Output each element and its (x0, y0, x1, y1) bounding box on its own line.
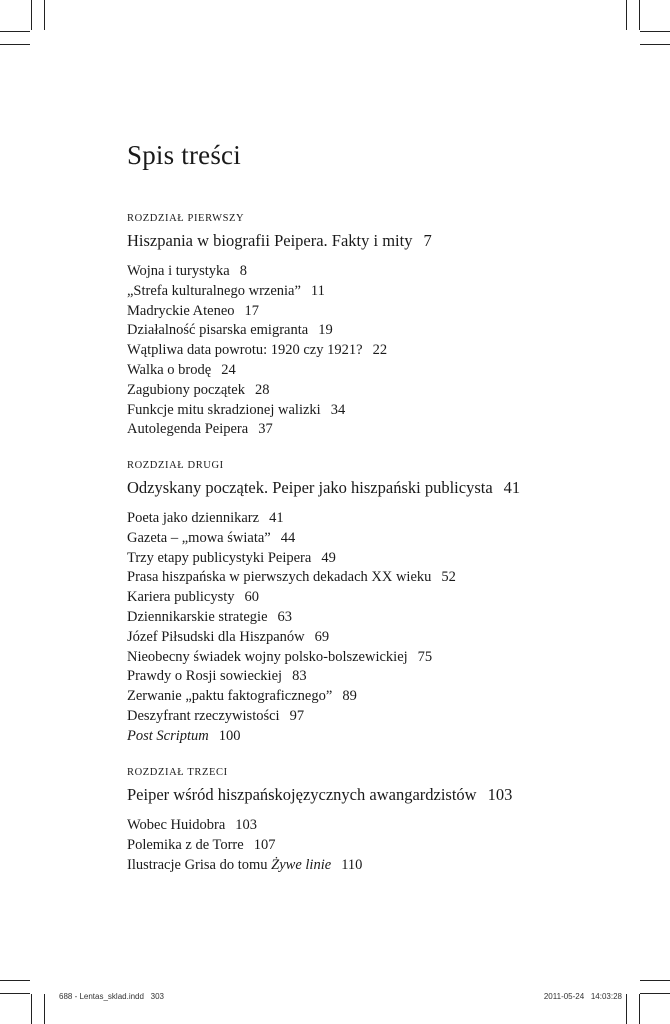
entry-list (127, 509, 647, 747)
chapter-title: Odzyskany początek. Peiper jako hiszpański publicysta (127, 478, 493, 497)
toc-section-3 (127, 766, 647, 875)
entry-page: 107 (253, 836, 276, 853)
entry-page: 89 (342, 688, 357, 705)
toc-entry (127, 608, 647, 628)
chapter-page: 41 (503, 478, 521, 497)
entry-title: Prawdy o Rosji sowieckiej (127, 668, 283, 685)
entry-page: 41 (269, 510, 284, 526)
entry-page: 49 (321, 549, 336, 566)
entry-page: 24 (221, 361, 236, 378)
entry-page: 44 (280, 529, 296, 546)
chapter-title: Peiper wśród hiszpańskojęzycznych awangardzistów (127, 785, 477, 804)
entry-title-prefix: Ilustracje Grisa do tomu (127, 856, 272, 873)
chapter-page: 103 (487, 785, 513, 804)
entry-page: 52 (441, 569, 456, 586)
entry-title: Autolegenda Peipera (127, 421, 249, 438)
entry-page: 63 (277, 608, 293, 625)
toc-entry (127, 341, 647, 361)
entry-page: 11 (310, 282, 325, 299)
toc-entry (127, 401, 647, 421)
chapter-page: 7 (423, 231, 432, 250)
chapter-heading (127, 784, 647, 806)
toc-entry (127, 648, 647, 668)
entry-title-italic: Żywe linie (271, 856, 332, 873)
entry-title: Madryckie Ateneo (127, 302, 235, 319)
entry-list (127, 816, 647, 875)
toc-entry (127, 816, 647, 836)
entry-page: 100 (218, 727, 241, 744)
toc-entry (127, 588, 647, 608)
chapter-title: Hiszpania w biografii Peipera. Fakty i mity (127, 231, 413, 250)
entry-page: 37 (258, 421, 273, 438)
toc-entry (127, 420, 647, 440)
crop-mark (626, 0, 627, 30)
entry-title: Post Scriptum (127, 727, 209, 744)
toc-section-1 (127, 212, 647, 440)
entry-title: Dziennikarskie strategie (127, 608, 268, 625)
entry-title: Polemika z de Torre (127, 836, 244, 853)
crop-mark (639, 994, 640, 1024)
crop-mark (639, 0, 640, 30)
crop-mark (640, 980, 670, 981)
entry-title: Deszyfrant rzeczywistości (127, 707, 280, 724)
entry-page: 97 (289, 707, 305, 724)
entry-page: 103 (235, 817, 258, 833)
crop-mark (640, 31, 670, 32)
toc-entry (127, 381, 647, 401)
crop-mark (0, 993, 30, 994)
toc-entry (127, 687, 647, 707)
entry-title: „Strefa kulturalnego wrzenia” (127, 282, 301, 299)
entry-page: 34 (330, 401, 346, 418)
footer-file-info: 688 - Lentas_sklad.indd 303 (59, 992, 164, 1001)
chapter-heading (127, 230, 647, 252)
entry-page: 17 (244, 302, 260, 319)
toc-entry (127, 549, 647, 569)
crop-mark (31, 994, 32, 1024)
entry-title: Wobec Huidobra (127, 817, 226, 833)
entry-title: Gazeta – „mowa świata” (127, 529, 271, 546)
entry-title: Poeta jako dziennikarz (127, 510, 260, 526)
toc-section-2 (127, 459, 647, 747)
toc-entry (127, 321, 647, 341)
toc-entry (127, 529, 647, 549)
entry-title: Józef Piłsudski dla Hiszpanów (127, 628, 305, 645)
entry-title: Funkcje mitu skradzionej walizki (127, 401, 321, 418)
crop-mark (626, 994, 627, 1024)
toc-entry (127, 509, 647, 529)
entry-page: 83 (292, 668, 307, 685)
toc-entry (127, 361, 647, 381)
toc-entry (127, 628, 647, 648)
toc-entry (127, 836, 647, 856)
footer-datetime: 2011-05-24 14:03:28 (543, 992, 622, 1001)
chapter-label: ROZDZIAŁ TRZECI (127, 767, 228, 778)
toc-entry (127, 568, 647, 588)
toc-entry (127, 856, 647, 876)
entry-title: Wojna i turystyka (127, 263, 230, 279)
entry-title: Prasa hiszpańska w pierwszych dekadach XX wieku (127, 569, 432, 586)
chapter-label: ROZDZIAŁ DRUGI (127, 460, 224, 471)
entry-title: Wątpliwa data powrotu: 1920 czy 1921? (127, 342, 363, 359)
entry-page: 8 (239, 263, 247, 279)
crop-mark (640, 44, 670, 45)
page-title: Spis treści (127, 140, 241, 170)
entry-page: 69 (314, 628, 330, 645)
entry-page: 28 (254, 381, 270, 398)
entry-title: Kariera publicysty (127, 589, 235, 606)
entry-page: 22 (372, 342, 388, 359)
toc-entry (127, 667, 647, 687)
chapter-label: ROZDZIAŁ PIERWSZY (127, 213, 245, 224)
entry-page: 60 (244, 589, 260, 606)
entry-title: Walka o brodę (127, 361, 212, 378)
toc-entry (127, 302, 647, 322)
crop-mark (0, 980, 30, 981)
entry-title: Zerwanie „paktu faktograficznego” (127, 688, 333, 705)
entry-title: Trzy etapy publicystyki Peipera (127, 549, 312, 566)
toc-entry (127, 282, 647, 302)
toc-entry (127, 707, 647, 727)
toc-entry (127, 262, 647, 282)
entry-page: 75 (417, 648, 433, 665)
toc-entry (127, 727, 647, 747)
entry-page: 19 (318, 322, 333, 339)
crop-mark (0, 44, 30, 45)
entry-title: Działalność pisarska emigranta (127, 322, 309, 339)
entry-title: Zagubiony początek (127, 381, 245, 398)
entry-list (127, 262, 647, 440)
crop-mark (31, 0, 32, 30)
crop-mark (44, 0, 45, 30)
entry-title: Nieobecny świadek wojny polsko-bolszewickiej (127, 648, 408, 665)
crop-mark (640, 993, 670, 994)
crop-mark (0, 31, 30, 32)
crop-mark (44, 994, 45, 1024)
chapter-heading (127, 477, 647, 499)
entry-page: 110 (341, 856, 363, 873)
